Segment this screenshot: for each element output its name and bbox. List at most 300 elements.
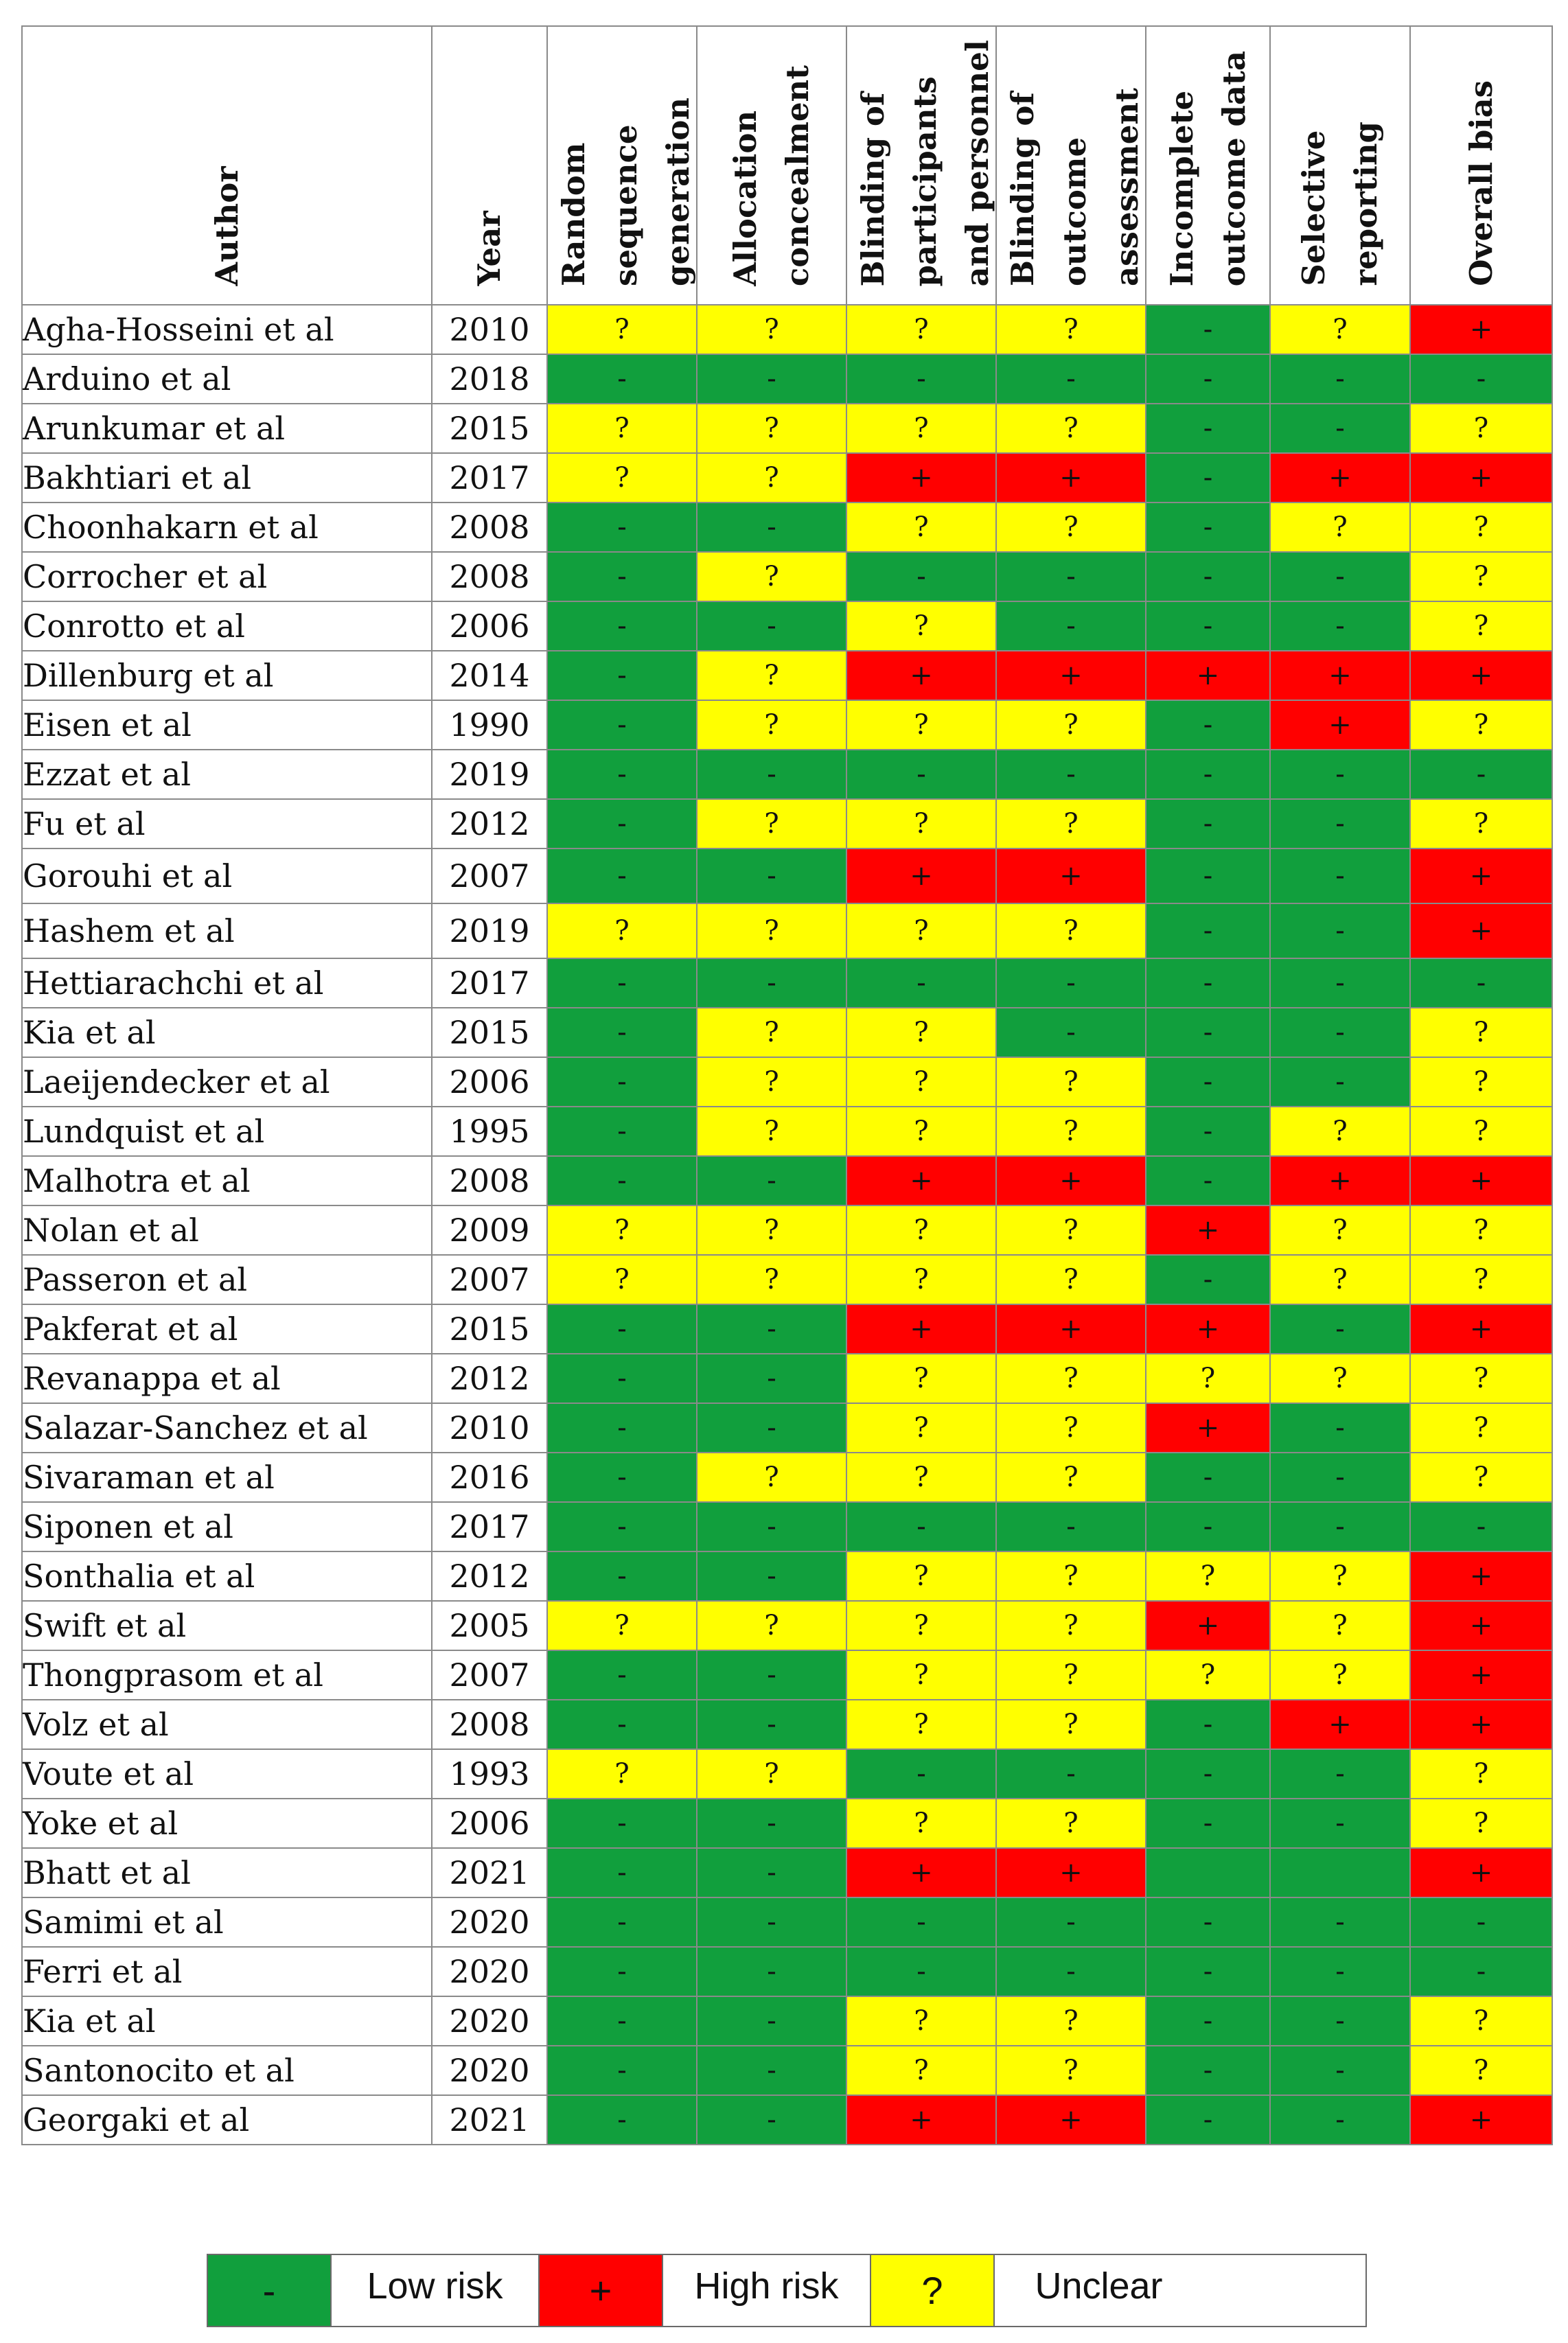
table-row: [22, 1700, 1552, 1749]
header-overall-bias: Overall bias: [1410, 26, 1552, 305]
rating-cell: ?: [1270, 1205, 1410, 1255]
rating-cell: ?: [846, 903, 996, 958]
rating-cell: ?: [996, 1205, 1146, 1255]
author-cell: Swift et al: [22, 1601, 432, 1650]
author-cell: Yoke et al: [22, 1799, 432, 1848]
rating-cell: -: [547, 601, 697, 651]
year-cell: 2015: [432, 1304, 547, 1354]
rating-cell: -: [547, 2046, 697, 2095]
rating-cell: -: [1146, 799, 1270, 849]
rating-cell: -: [547, 799, 697, 849]
rating-cell: -: [1410, 1897, 1552, 1947]
rating-cell: ?: [996, 2046, 1146, 2095]
rating-cell: ?: [697, 799, 846, 849]
year-cell: 2021: [432, 2095, 547, 2145]
rating-cell: -: [547, 1799, 697, 1848]
rating-cell: +: [1410, 1156, 1552, 1205]
year-cell: 2018: [432, 354, 547, 404]
year-cell: 1993: [432, 1749, 547, 1799]
author-cell: Malhotra et al: [22, 1156, 432, 1205]
author-cell: Kia et al: [22, 1996, 432, 2046]
rating-cell: ?: [846, 404, 996, 453]
year-cell: 2010: [432, 1403, 547, 1453]
rating-cell: -: [1270, 849, 1410, 903]
rating-cell: ?: [996, 1107, 1146, 1156]
table-row: [22, 1107, 1552, 1156]
rating-cell: -: [1146, 958, 1270, 1008]
rating-cell: ?: [547, 1601, 697, 1650]
author-cell: Bhatt et al: [22, 1848, 432, 1897]
year-cell: 2019: [432, 903, 547, 958]
author-cell: Ferri et al: [22, 1947, 432, 1996]
header-row: [22, 26, 1552, 305]
year-cell: 2012: [432, 1551, 547, 1601]
rating-cell: -: [697, 958, 846, 1008]
rating-cell: -: [1270, 1008, 1410, 1057]
rating-cell: ?: [996, 503, 1146, 552]
table-row: [22, 799, 1552, 849]
rating-cell: -: [846, 552, 996, 601]
rating-cell: ?: [1410, 1205, 1552, 1255]
year-cell: 1995: [432, 1107, 547, 1156]
rating-cell: -: [1270, 1897, 1410, 1947]
rating-cell: -: [697, 1502, 846, 1551]
year-cell: 2012: [432, 799, 547, 849]
year-cell: 2007: [432, 849, 547, 903]
table-row: [22, 958, 1552, 1008]
header-year: Year: [432, 26, 547, 305]
table-row: [22, 1799, 1552, 1848]
rating-cell: -: [697, 2046, 846, 2095]
author-cell: Pakferat et al: [22, 1304, 432, 1354]
rating-cell: -: [697, 1996, 846, 2046]
rating-cell: ?: [846, 700, 996, 750]
header-allocation-concealment: Allocation concealment: [697, 26, 846, 305]
rating-cell: ?: [1270, 305, 1410, 354]
rating-cell: ?: [846, 1107, 996, 1156]
rating-cell: -: [1270, 1403, 1410, 1453]
year-cell: 2017: [432, 453, 547, 503]
rating-cell: -: [547, 1057, 697, 1107]
rating-cell: -: [1410, 1502, 1552, 1551]
rating-cell: -: [697, 1700, 846, 1749]
rating-cell: -: [1146, 1255, 1270, 1304]
year-cell: 2021: [432, 1848, 547, 1897]
rating-cell: -: [1146, 2046, 1270, 2095]
rating-cell: ?: [547, 404, 697, 453]
table-row: [22, 700, 1552, 750]
table-row: [22, 503, 1552, 552]
rating-cell: -: [1146, 453, 1270, 503]
year-cell: 2020: [432, 1947, 547, 1996]
rating-cell: -: [996, 1008, 1146, 1057]
year-cell: 2007: [432, 1255, 547, 1304]
rating-cell: -: [547, 651, 697, 700]
rating-cell: -: [1146, 1502, 1270, 1551]
rating-cell: ?: [846, 305, 996, 354]
rating-cell: ?: [697, 1057, 846, 1107]
rating-cell: -: [996, 750, 1146, 799]
rating-cell: -: [996, 552, 1146, 601]
rating-cell: +: [996, 1156, 1146, 1205]
rating-cell: ?: [1410, 1749, 1552, 1799]
table-row: [22, 1255, 1552, 1304]
rating-cell: ?: [996, 404, 1146, 453]
rating-cell: -: [1410, 1947, 1552, 1996]
year-cell: 2020: [432, 2046, 547, 2095]
rating-cell: +: [846, 1848, 996, 1897]
risk-of-bias-table: [21, 25, 1553, 2145]
rating-cell: +: [846, 1156, 996, 1205]
rating-cell: ?: [697, 1255, 846, 1304]
rating-cell: ?: [697, 453, 846, 503]
rating-cell: -: [846, 1749, 996, 1799]
rating-cell: +: [1410, 1304, 1552, 1354]
rating-cell: ?: [846, 1453, 996, 1502]
rating-cell: -: [547, 1156, 697, 1205]
author-cell: Santonocito et al: [22, 2046, 432, 2095]
table-row: [22, 601, 1552, 651]
rating-cell: ?: [846, 1403, 996, 1453]
rating-cell: -: [1270, 958, 1410, 1008]
year-cell: 2008: [432, 552, 547, 601]
rating-cell: -: [547, 1700, 697, 1749]
year-cell: 2017: [432, 958, 547, 1008]
rating-cell: -: [547, 1947, 697, 1996]
year-cell: 2012: [432, 1354, 547, 1403]
rating-cell: ?: [996, 1453, 1146, 1502]
rating-cell: ?: [1410, 700, 1552, 750]
rating-cell: ?: [846, 1996, 996, 2046]
rating-cell: +: [1146, 1601, 1270, 1650]
rating-cell: +: [1410, 849, 1552, 903]
rating-cell: ?: [697, 903, 846, 958]
rating-cell: -: [1146, 700, 1270, 750]
rating-cell: -: [697, 601, 846, 651]
legend: [207, 2254, 1367, 2327]
rating-cell: -: [547, 552, 697, 601]
rating-cell: -: [697, 1650, 846, 1700]
rating-cell: -: [996, 1947, 1146, 1996]
rating-cell: -: [547, 1502, 697, 1551]
table-row: [22, 404, 1552, 453]
rating-cell: -: [547, 1304, 697, 1354]
rating-cell: ?: [697, 1601, 846, 1650]
table-row: [22, 2046, 1552, 2095]
rating-cell: [1146, 1848, 1270, 1897]
rating-cell: +: [1270, 1700, 1410, 1749]
author-cell: Agha-Hosseini et al: [22, 305, 432, 354]
rating-cell: +: [996, 651, 1146, 700]
rating-cell: -: [697, 750, 846, 799]
rating-cell: +: [1410, 1601, 1552, 1650]
rating-cell: ?: [1410, 1008, 1552, 1057]
rating-cell: ?: [846, 1700, 996, 1749]
author-cell: Thongprasom et al: [22, 1650, 432, 1700]
rating-cell: ?: [1410, 1453, 1552, 1502]
rating-cell: ?: [1410, 1107, 1552, 1156]
rating-cell: -: [547, 700, 697, 750]
rating-cell: ?: [996, 1996, 1146, 2046]
rating-cell: ?: [697, 1008, 846, 1057]
rating-cell: -: [547, 354, 697, 404]
author-cell: Hettiarachchi et al: [22, 958, 432, 1008]
legend-high-swatch: +: [540, 2255, 663, 2326]
table-row: [22, 1156, 1552, 1205]
rating-cell: ?: [1410, 1354, 1552, 1403]
legend-high-label: High risk: [663, 2255, 871, 2326]
author-cell: Fu et al: [22, 799, 432, 849]
rating-cell: +: [1146, 651, 1270, 700]
author-cell: Revanappa et al: [22, 1354, 432, 1403]
rating-cell: ?: [697, 1107, 846, 1156]
rating-cell: ?: [547, 305, 697, 354]
rating-cell: [1270, 1848, 1410, 1897]
rating-cell: -: [547, 1453, 697, 1502]
rating-cell: +: [1410, 1700, 1552, 1749]
table-row: [22, 1897, 1552, 1947]
rating-cell: -: [1146, 1107, 1270, 1156]
rating-cell: ?: [996, 1057, 1146, 1107]
rating-cell: -: [1270, 903, 1410, 958]
rating-cell: -: [697, 1897, 846, 1947]
rating-cell: ?: [846, 1255, 996, 1304]
rating-cell: ?: [996, 1403, 1146, 1453]
rating-cell: ?: [846, 601, 996, 651]
rating-cell: -: [1270, 1947, 1410, 1996]
rating-cell: -: [1270, 1996, 1410, 2046]
table-row: [22, 651, 1552, 700]
rating-cell: -: [1270, 1057, 1410, 1107]
rating-cell: +: [1146, 1304, 1270, 1354]
table-row: [22, 453, 1552, 503]
header-incomplete-outcome: Incomplete outcome data: [1146, 26, 1270, 305]
rating-cell: +: [1410, 2095, 1552, 2145]
rating-cell: ?: [1410, 404, 1552, 453]
table-row: [22, 1749, 1552, 1799]
rating-cell: -: [996, 1749, 1146, 1799]
table-row: [22, 2095, 1552, 2145]
year-cell: 2008: [432, 503, 547, 552]
rating-cell: ?: [996, 1354, 1146, 1403]
rating-cell: ?: [1410, 799, 1552, 849]
author-cell: Bakhtiari et al: [22, 453, 432, 503]
year-cell: 2014: [432, 651, 547, 700]
rating-cell: ?: [697, 700, 846, 750]
rating-cell: +: [846, 2095, 996, 2145]
rating-cell: -: [1146, 1799, 1270, 1848]
rating-cell: ?: [1410, 601, 1552, 651]
year-cell: 2019: [432, 750, 547, 799]
table-row: [22, 1205, 1552, 1255]
rating-cell: ?: [846, 1650, 996, 1700]
rating-cell: -: [547, 1354, 697, 1403]
author-cell: Samimi et al: [22, 1897, 432, 1947]
rating-cell: -: [846, 1947, 996, 1996]
rating-cell: ?: [846, 1057, 996, 1107]
rating-cell: +: [996, 1304, 1146, 1354]
rating-cell: -: [846, 1897, 996, 1947]
header-blinding-outcome: Blinding of outcome assessment: [996, 26, 1146, 305]
rating-cell: +: [1410, 1650, 1552, 1700]
year-cell: 2016: [432, 1453, 547, 1502]
rating-cell: +: [846, 1304, 996, 1354]
rating-cell: ?: [547, 1205, 697, 1255]
year-cell: 2020: [432, 1897, 547, 1947]
rating-cell: +: [1146, 1403, 1270, 1453]
author-cell: Ezzat et al: [22, 750, 432, 799]
year-cell: 2005: [432, 1601, 547, 1650]
rating-cell: ?: [697, 1205, 846, 1255]
rating-cell: ?: [697, 651, 846, 700]
rating-cell: ?: [996, 1601, 1146, 1650]
table-body: [22, 305, 1552, 2145]
rating-cell: -: [697, 849, 846, 903]
rating-cell: -: [697, 1848, 846, 1897]
rating-cell: ?: [1270, 1650, 1410, 1700]
rating-cell: -: [697, 1156, 846, 1205]
rating-cell: -: [1146, 2095, 1270, 2145]
author-cell: Salazar-Sanchez et al: [22, 1403, 432, 1453]
header-selective-reporting: Selective reporting: [1270, 26, 1410, 305]
rating-cell: ?: [1410, 1057, 1552, 1107]
rating-cell: -: [547, 849, 697, 903]
rating-cell: -: [1270, 750, 1410, 799]
rating-cell: +: [996, 2095, 1146, 2145]
table-row: [22, 849, 1552, 903]
rating-cell: ?: [846, 1601, 996, 1650]
rating-cell: ?: [996, 1551, 1146, 1601]
rating-cell: +: [1410, 903, 1552, 958]
table-row: [22, 1403, 1552, 1453]
author-cell: Sivaraman et al: [22, 1453, 432, 1502]
rating-cell: +: [1410, 651, 1552, 700]
rating-cell: +: [996, 849, 1146, 903]
rating-cell: -: [1146, 552, 1270, 601]
table-row: [22, 305, 1552, 354]
rating-cell: ?: [1410, 552, 1552, 601]
year-cell: 1990: [432, 700, 547, 750]
rating-cell: -: [846, 750, 996, 799]
author-cell: Eisen et al: [22, 700, 432, 750]
table-row: [22, 903, 1552, 958]
rating-cell: +: [846, 651, 996, 700]
rating-cell: ?: [547, 903, 697, 958]
rating-cell: ?: [1270, 503, 1410, 552]
rating-cell: -: [697, 2095, 846, 2145]
rating-cell: -: [547, 2095, 697, 2145]
rating-cell: -: [1270, 1749, 1410, 1799]
rating-cell: -: [1146, 1057, 1270, 1107]
rating-cell: -: [1146, 305, 1270, 354]
table-row: [22, 750, 1552, 799]
rating-cell: -: [1146, 601, 1270, 651]
table-row: [22, 1453, 1552, 1502]
rating-cell: -: [1270, 601, 1410, 651]
author-cell: Arunkumar et al: [22, 404, 432, 453]
rating-cell: ?: [1270, 1107, 1410, 1156]
rating-cell: -: [547, 1008, 697, 1057]
rating-cell: -: [1270, 404, 1410, 453]
rating-cell: ?: [846, 2046, 996, 2095]
header-random-sequence: Random sequence generation: [547, 26, 697, 305]
author-cell: Gorouhi et al: [22, 849, 432, 903]
table-row: [22, 1650, 1552, 1700]
rating-cell: -: [547, 958, 697, 1008]
rating-cell: ?: [1270, 1551, 1410, 1601]
author-cell: Volz et al: [22, 1700, 432, 1749]
rating-cell: ?: [996, 1650, 1146, 1700]
table-row: [22, 354, 1552, 404]
rating-cell: ?: [697, 552, 846, 601]
rating-cell: -: [1146, 1947, 1270, 1996]
author-cell: Choonhakarn et al: [22, 503, 432, 552]
rating-cell: -: [697, 1354, 846, 1403]
rating-cell: ?: [846, 1205, 996, 1255]
rating-cell: +: [1410, 1848, 1552, 1897]
rating-cell: -: [1410, 750, 1552, 799]
rating-cell: -: [1146, 750, 1270, 799]
year-cell: 2009: [432, 1205, 547, 1255]
header-author: Author: [22, 26, 432, 305]
legend-unclear-swatch: ?: [871, 2255, 995, 2326]
rating-cell: -: [996, 354, 1146, 404]
table-row: [22, 1008, 1552, 1057]
rating-cell: -: [697, 1304, 846, 1354]
rating-cell: ?: [846, 799, 996, 849]
year-cell: 2006: [432, 1057, 547, 1107]
rating-cell: -: [1146, 849, 1270, 903]
rating-cell: -: [547, 1107, 697, 1156]
table-row: [22, 1551, 1552, 1601]
rating-cell: -: [1146, 503, 1270, 552]
header-blinding-participants: Blinding of participants and personnel: [846, 26, 996, 305]
author-cell: Hashem et al: [22, 903, 432, 958]
rating-cell: ?: [1270, 1601, 1410, 1650]
rating-cell: ?: [996, 1799, 1146, 1848]
author-cell: Sonthalia et al: [22, 1551, 432, 1601]
table-row: [22, 1057, 1552, 1107]
year-cell: 2008: [432, 1156, 547, 1205]
rating-cell: ?: [1410, 2046, 1552, 2095]
table-row: [22, 1947, 1552, 1996]
rating-cell: ?: [846, 1008, 996, 1057]
rating-cell: ?: [1410, 1799, 1552, 1848]
rating-cell: -: [1270, 1502, 1410, 1551]
rating-cell: ?: [547, 453, 697, 503]
rating-cell: ?: [1270, 1354, 1410, 1403]
rating-cell: +: [846, 849, 996, 903]
rating-cell: ?: [1146, 1650, 1270, 1700]
rating-cell: ?: [996, 799, 1146, 849]
rating-cell: +: [1410, 305, 1552, 354]
rating-cell: -: [547, 750, 697, 799]
rating-cell: -: [996, 1502, 1146, 1551]
rating-cell: -: [846, 958, 996, 1008]
year-cell: 2020: [432, 1996, 547, 2046]
table-row: [22, 1848, 1552, 1897]
year-cell: 2010: [432, 305, 547, 354]
author-cell: Voute et al: [22, 1749, 432, 1799]
rating-cell: -: [1146, 404, 1270, 453]
rating-cell: ?: [996, 1700, 1146, 1749]
rating-cell: -: [1270, 1453, 1410, 1502]
rating-cell: -: [1270, 799, 1410, 849]
author-cell: Georgaki et al: [22, 2095, 432, 2145]
legend-low-label: Low risk: [332, 2255, 540, 2326]
rating-cell: ?: [1410, 1403, 1552, 1453]
rating-cell: -: [1410, 958, 1552, 1008]
